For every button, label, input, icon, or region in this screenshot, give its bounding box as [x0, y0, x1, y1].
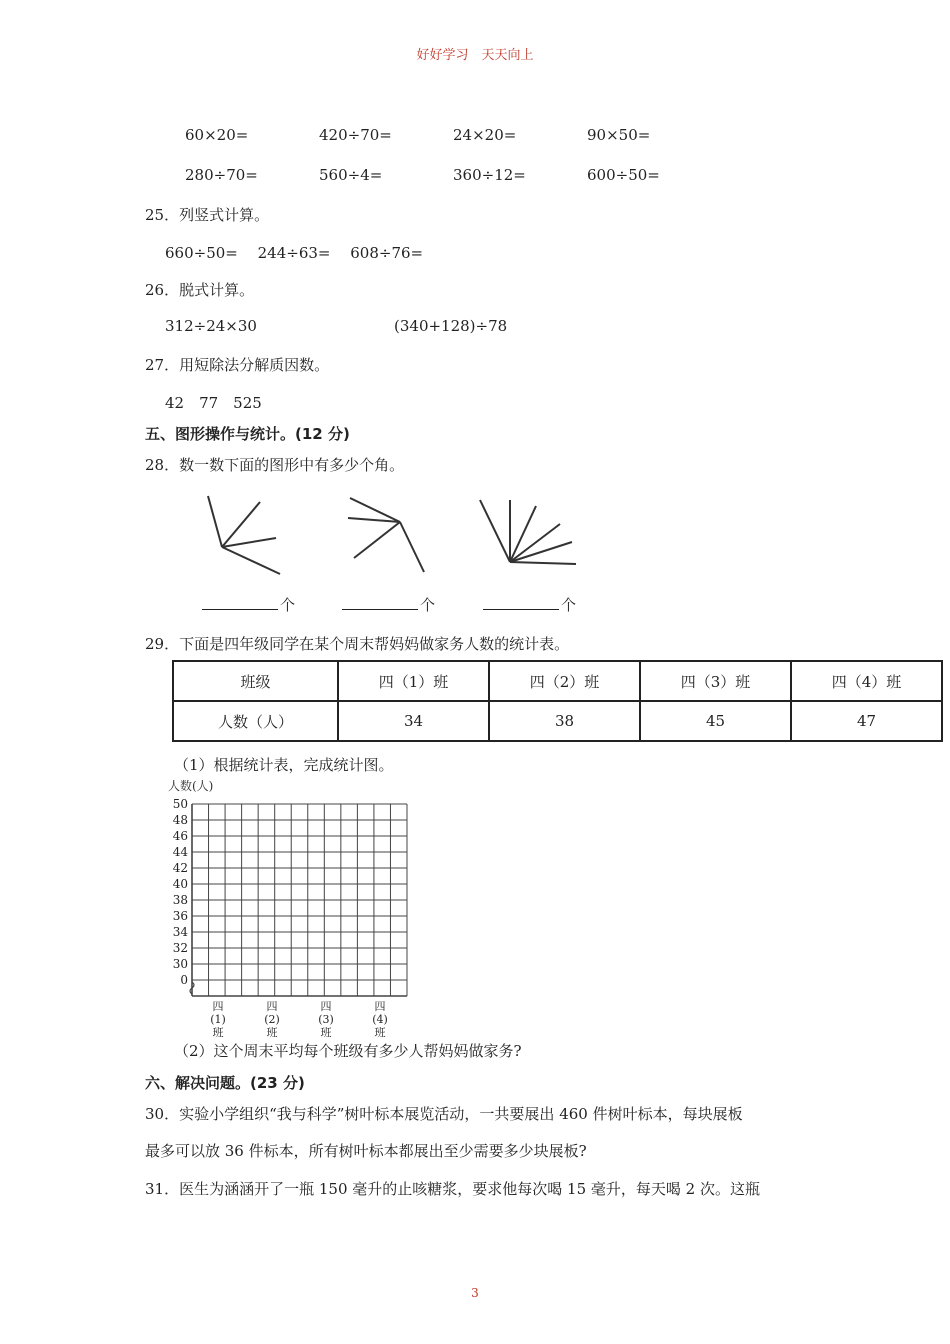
calc-item: 560÷4= [319, 166, 383, 184]
y-tick-label: 34 [172, 925, 188, 939]
page-header: 好好学习 天天向上 [416, 48, 534, 63]
angle-figure-2 [340, 492, 430, 577]
x-tick-label: 四 [266, 1000, 278, 1013]
table-row-header: 班级 [173, 661, 338, 701]
calc-item: 90×50= [587, 126, 651, 144]
x-tick-label: 四 [374, 1000, 386, 1013]
question-27-title: 27．用短除法分解质因数。 [145, 356, 330, 374]
question-27-items: 42 77 525 [165, 394, 262, 412]
question-28-title: 28．数一数下面的图形中有多少个角。 [145, 456, 405, 474]
question-31-line: 31．医生为涵涵开了一瓶 150 毫升的止咳糖浆，要求他每次喝 15 毫升，每天喝 2 次。这瓶 [145, 1180, 760, 1198]
calc-item: 24×20= [453, 126, 517, 144]
question-30-line: 30．实验小学组织“我与科学”树叶标本展览活动，一共要展出 460 件树叶标本，每块展板 [145, 1105, 743, 1123]
section-5-heading: 五、图形操作与统计。(12 分) [145, 425, 350, 443]
table-row [173, 701, 942, 741]
answer-blank-2[interactable]: 个 [342, 594, 435, 615]
question-25-title: 25．列竖式计算。 [145, 206, 270, 224]
x-tick-label: 班 [320, 1026, 332, 1039]
table-cell: 47 [791, 701, 942, 741]
y-tick-label: 36 [172, 909, 188, 923]
x-tick-label: 四 [320, 1000, 332, 1013]
x-tick-label: (3) [318, 1013, 334, 1026]
question-25-items: 660÷50= 244÷63= 608÷76= [165, 244, 424, 262]
question-29-sub1: （1）根据统计表，完成统计图。 [174, 756, 394, 774]
section-6-heading: 六、解决问题。(23 分) [145, 1074, 305, 1092]
table-row-header: 人数（人） [173, 701, 338, 741]
table-cell: 45 [640, 701, 791, 741]
y-tick-label: 30 [172, 957, 188, 971]
x-tick-label: (1) [210, 1013, 226, 1026]
question-26-title: 26．脱式计算。 [145, 281, 255, 299]
table-row [173, 661, 942, 701]
page-number: 3 [471, 1286, 479, 1300]
table-cell: 38 [489, 701, 640, 741]
x-tick-label: 班 [266, 1026, 278, 1039]
statistics-table [172, 660, 943, 742]
calc-item: 280÷70= [185, 166, 258, 184]
chart-svg[interactable] [160, 778, 420, 1039]
x-tick-label: 四 [212, 1000, 224, 1013]
y-tick-label: 50 [172, 797, 188, 811]
y-tick-label: 46 [172, 829, 188, 843]
y-tick-label: 42 [172, 861, 188, 875]
question-26-item: 312÷24×30 [165, 317, 257, 335]
question-30-line: 最多可以放 36 件标本，所有树叶标本都展出至少需要多少块展板? [145, 1142, 587, 1160]
y-tick-label: 38 [172, 893, 188, 907]
x-tick-label: 班 [212, 1026, 224, 1039]
answer-blank-1[interactable]: 个 [202, 594, 295, 615]
calc-item: 60×20= [185, 126, 249, 144]
calc-item: 600÷50= [587, 166, 660, 184]
angle-figure-3 [476, 492, 580, 577]
question-29-title: 29．下面是四年级同学在某个周末帮妈妈做家务人数的统计表。 [145, 635, 570, 653]
y-tick-label: 44 [172, 845, 188, 859]
bar-chart [160, 778, 420, 1039]
y-axis-label: 人数(人) [168, 779, 214, 793]
x-tick-label: (2) [264, 1013, 280, 1026]
table-cell: 四（3）班 [640, 661, 791, 701]
table-cell: 34 [338, 701, 489, 741]
y-tick-label: 32 [172, 941, 188, 955]
answer-blank-3[interactable]: 个 [483, 594, 576, 615]
table-cell: 四（4）班 [791, 661, 942, 701]
y-tick-label: 48 [172, 813, 188, 827]
y-tick-label: 40 [172, 877, 188, 891]
angle-figure-1 [200, 492, 285, 577]
x-tick-label: (4) [372, 1013, 388, 1026]
table-cell: 四（2）班 [489, 661, 640, 701]
question-26-item: (340+128)÷78 [394, 317, 508, 335]
y-tick-label: 0 [180, 973, 188, 987]
table-cell: 四（1）班 [338, 661, 489, 701]
question-29-sub2: （2）这个周末平均每个班级有多少人帮妈妈做家务? [174, 1042, 522, 1060]
calc-item: 360÷12= [453, 166, 526, 184]
calc-item: 420÷70= [319, 126, 392, 144]
x-tick-label: 班 [374, 1026, 386, 1039]
